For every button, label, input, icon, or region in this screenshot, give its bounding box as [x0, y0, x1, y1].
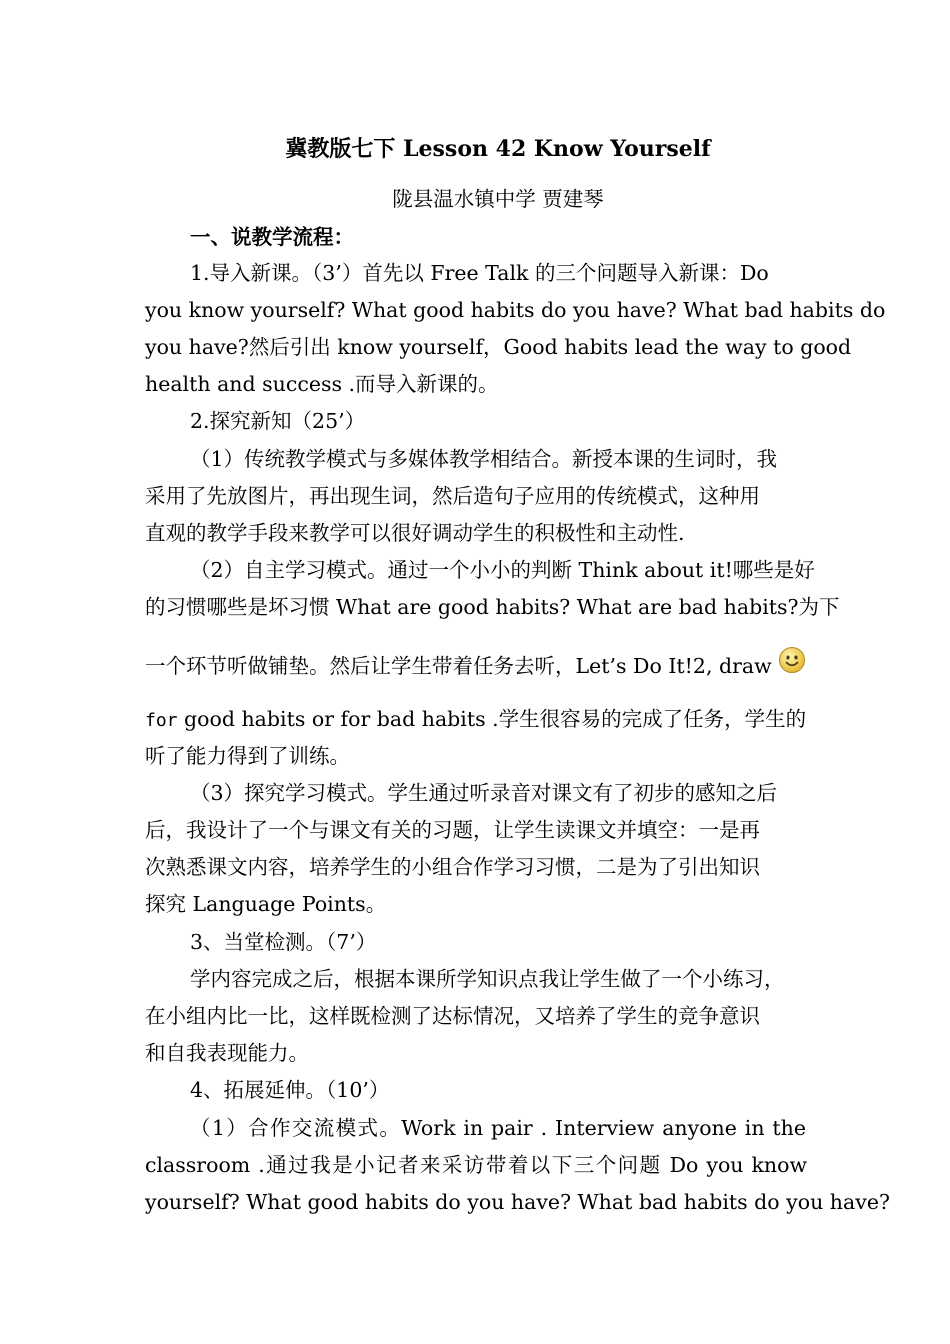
paragraph-line: 2.探究新知（25’） [190, 409, 366, 433]
paragraph-line: 3、当堂检测。（7’） [190, 930, 377, 954]
paragraph-line: health and success .而导入新课的。 [145, 372, 499, 396]
paragraph-line: classroom .通过我是小记者来采访带着以下三个问题 Do you know [145, 1153, 807, 1177]
author-line: 陇县温水镇中学 贾建琴 [392, 187, 604, 211]
paragraph-line: 4、拓展延伸。（10’） [190, 1078, 390, 1102]
paragraph-text: good habits or for bad habits .学生很容易的完成了任务，学生的 [177, 707, 807, 731]
paragraph-line: you know yourself? What good habits do you have? What bad habits do [145, 298, 886, 322]
paragraph-line: 次熟悉课文内容，培养学生的小组合作学习习惯，二是为了引出知识 [145, 855, 760, 879]
paragraph-line: （1）传统教学模式与多媒体教学相结合。新授本课的生词时，我 [190, 447, 778, 471]
paragraph-line: yourself? What good habits do you have? What bad habits do you have? [145, 1190, 890, 1214]
paragraph-line: 和自我表现能力。 [145, 1041, 309, 1065]
paragraph-line: 的习惯哪些是坏习惯 What are good habits? What are bad habits?为下 [145, 595, 840, 619]
paragraph-line: 1.导入新课。（3’）首先以 Free Talk 的三个问题导入新课：Do [190, 261, 769, 285]
document-title: 冀教版七下 Lesson 42 Know Yourself [285, 136, 711, 162]
paragraph-line: （2）自主学习模式。通过一个小小的判断 Think about it!哪些是好 [190, 558, 815, 582]
section-heading: 一、说教学流程： [190, 225, 354, 249]
paragraph-line: （3）探究学习模式。学生通过听录音对课文有了初步的感知之后 [190, 781, 778, 805]
paragraph-line: 直观的教学手段来教学可以很好调动学生的积极性和主动性. [145, 521, 685, 545]
paragraph-line: 探究 Language Points。 [145, 892, 387, 916]
paragraph-line: 采用了先放图片，再出现生词，然后造句子应用的传统模式，这种用 [145, 484, 760, 508]
paragraph-line: 听了能力得到了训练。 [145, 744, 350, 768]
paragraph-text: 一个环节听做铺垫。然后让学生带着任务去听，Let’s Do It!2, draw [145, 654, 772, 678]
paragraph-line: （1）合作交流模式。Work in pair . Interview anyone in the [190, 1116, 806, 1140]
paragraph-line: 学内容完成之后，根据本课所学知识点我让学生做了一个小练习， [190, 967, 785, 991]
paragraph-line: 后，我设计了一个与课文有关的习题，让学生读课文并填空：一是再 [145, 818, 760, 842]
paragraph-line: you have?然后引出 know yourself，Good habits lead the way to good [145, 335, 852, 359]
mono-word: for [145, 710, 178, 731]
smiley-face-icon [778, 646, 806, 678]
paragraph-line-with-icon [145, 654, 785, 678]
paragraph-line: 在小组内比一比，这样既检测了达标情况，又培养了学生的竞争意识 [145, 1004, 760, 1028]
paragraph-line [145, 707, 807, 733]
